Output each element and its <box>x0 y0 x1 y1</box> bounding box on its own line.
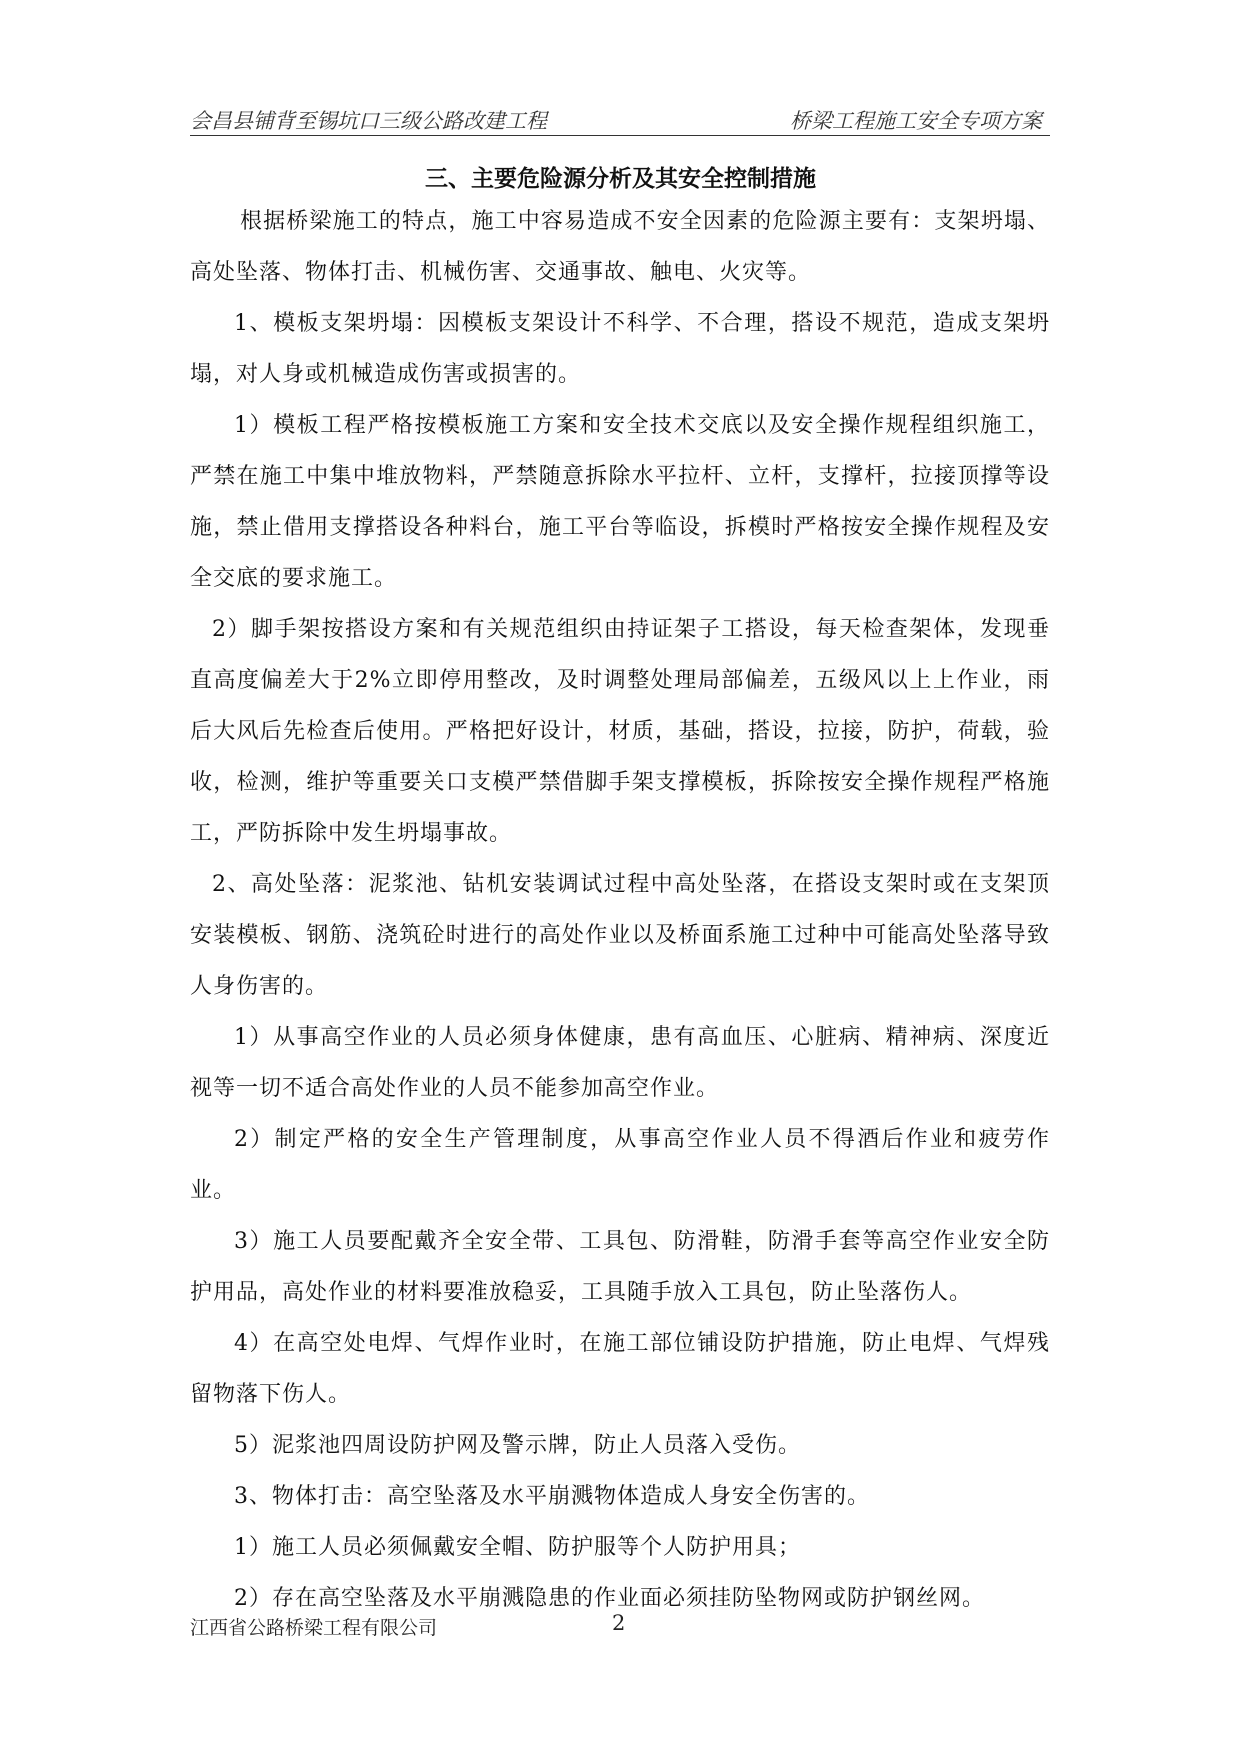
paragraph-hazard-3: 3、物体打击：高空坠落及水平崩溅物体造成人身安全伤害的。 <box>234 1484 870 1509</box>
paragraph-hazard-2: 2、高处坠落：泥浆池、钻机安装调试过程中高处坠落，在搭设支架时或在支架顶安装模板、钢筋、浇筑砼时进行的高处作业以及桥面系施工过种中可能高处坠落导致人身伤害的。 <box>190 872 1050 999</box>
paragraph-item: 1）模板工程严格按模板施工方案和安全技术交底以及安全操作规程组织施工，严禁在施工中集中堆放物料，严禁随意拆除水平拉杆、立杆，支撑杆，拉接顶撑等设施，禁止借用支撑搭设各种料台，施工平台等临设，拆模时严格按安全操作规程及安全交底的要求施工。 <box>190 413 1050 591</box>
header-document-name: 桥梁工程施工安全专项方案 <box>790 109 1042 133</box>
document-body <box>190 196 1050 1624</box>
paragraph-item: 2）制定严格的安全生产管理制度，从事高空作业人员不得酒后作业和疲劳作业。 <box>190 1127 1050 1203</box>
page-number: 2 <box>612 1611 626 1635</box>
footer-company: 江西省公路桥梁工程有限公司 <box>190 1617 438 1639</box>
paragraph-hazard-1: 1、模板支架坍塌：因模板支架设计不科学、不合理，搭设不规范，造成支架坍塌，对人身或机械造成伤害或损害的。 <box>190 311 1050 387</box>
header-project-name: 会昌县铺背至锡坑口三级公路改建工程 <box>190 109 547 133</box>
paragraph-item: 3）施工人员要配戴齐全安全带、工具包、防滑鞋，防滑手套等高空作业安全防护用品，高处作业的材料要准放稳妥，工具随手放入工具包，防止坠落伤人。 <box>190 1229 1050 1305</box>
paragraph-intro: 根据桥梁施工的特点，施工中容易造成不安全因素的危险源主要有：支架坍塌、高处坠落、物体打击、机械伤害、交通事故、触电、火灾等。 <box>190 209 1050 285</box>
paragraph-item: 1）从事高空作业的人员必须身体健康，患有高血压、心脏病、精神病、深度近视等一切不适合高处作业的人员不能参加高空作业。 <box>190 1025 1050 1101</box>
page-header <box>190 103 1050 136</box>
paragraph-item: 4）在高空处电焊、气焊作业时，在施工部位铺设防护措施，防止电焊、气焊残留物落下伤人。 <box>190 1331 1050 1407</box>
paragraph-item: 2）脚手架按搭设方案和有关规范组织由持证架子工搭设，每天检查架体，发现垂直高度偏差大于2%立即停用整改，及时调整处理局部偏差，五级风以上上作业，雨后大风后先检查后使用。严格把好设计，材质，基础，搭设，拉接，防护，荷载，验收，检测，维护等重要关口支模严禁借脚手架支撑模板，拆除按安全操作规程严格施工，严防拆除中发生坍塌事故。 <box>190 617 1050 846</box>
section-title: 三、主要危险源分析及其安全控制措施 <box>425 166 816 192</box>
paragraph-item: 1）施工人员必须佩戴安全帽、防护服等个人防护用具； <box>234 1535 801 1560</box>
paragraph-item: 5）泥浆池四周设防护网及警示牌，防止人员落入受伤。 <box>234 1433 801 1458</box>
paragraph-item: 2）存在高空坠落及水平崩溅隐患的作业面必须挂防坠物网或防护钢丝网。 <box>234 1586 985 1611</box>
